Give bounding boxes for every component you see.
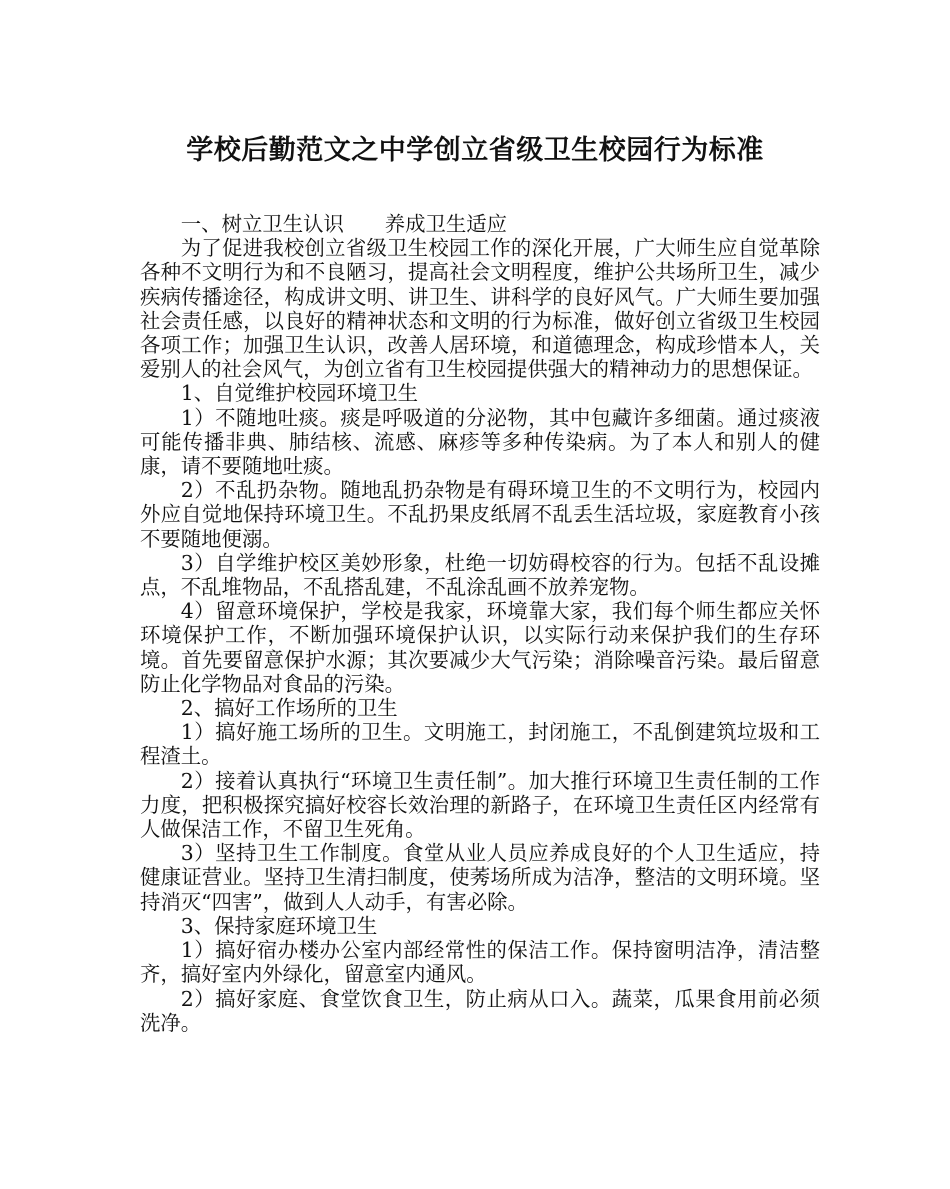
document-body — [140, 212, 820, 1035]
paragraph: 2）接着认真执行“环境卫生责任制”。加大推行环境卫生责任制的工作力度，把积极探究搞好校容长效治理的新路子，在环境卫生责任区内经常有人做保洁工作，不留卫生死角。 — [140, 768, 820, 842]
section-heading: 2、搞好工作场所的卫生 — [180, 696, 398, 721]
section-heading: 1、自觉维护校园环境卫生 — [180, 381, 419, 406]
paragraph: 2）搞好家庭、食堂饮食卫生，防止病从口入。蔬菜，瓜果食用前必须洗净。 — [140, 986, 820, 1035]
page-title: 学校后勤范文之中学创立省级卫生校园行为标准 — [186, 135, 764, 166]
paragraph: 1）搞好宿办楼办公室内部经常性的保洁工作。保持窗明洁净，清洁整齐，搞好室内外绿化，留意室内通风。 — [140, 938, 820, 987]
intro-paragraph: 为了促进我校创立省级卫生校园工作的深化开展，广大师生应自觉革除各种不文明行为和不良陋习，提高社会文明程度，维护公共场所卫生，减少疾病传播途径，构成讲文明、讲卫生、讲科学的良好风气。广大师生要加强社会责任感，以良好的精神状态和文明的行为标准，做好创立省级卫生校园各项工作；加强卫生认识，改善人居环境，和道德理念，构成珍惜本人，关爱别人的社会风气，为创立省有卫生校园提供强大的精神动力的思想保证。 — [140, 236, 820, 382]
paragraph: 3）自学维护校区美妙形象，杜绝一切妨碍校容的行为。包括不乱设摊点，不乱堆物品，不乱搭乱建，不乱涂乱画不放养宠物。 — [140, 550, 820, 600]
section-heading-main: 一、树立卫生认识 养成卫生适应 — [180, 212, 508, 236]
paragraph: 1）不随地吐痰。痰是呼吸道的分泌物，其中包藏许多细菌。通过痰液可能传播非典、肺结核、流感、麻疹等多种传染病。为了本人和别人的健康，请不要随地吐痰。 — [140, 405, 820, 479]
section-heading: 3、保持家庭环境卫生 — [180, 913, 378, 938]
paragraph: 3）坚持卫生工作制度。食堂从业人员应养成良好的个人卫生适应，持健康证营业。坚持卫生清扫制度，使莠场所成为洁净，整洁的文明环境。坚持消灭“四害”，做到人人动手，有害必除。 — [140, 841, 820, 914]
paragraph: 4）留意环境保护，学校是我家，环境靠大家，我们每个师生都应关怀环境保护工作，不断加强环境保护认识，以实际行动来保护我们的生存环境。首先要留意保护水源；其次要减少大气污染；消除噪音污染。最后留意防止化学物品对食品的污染。 — [140, 599, 820, 696]
paragraph: 1）搞好施工场所的卫生。文明施工，封闭施工，不乱倒建筑垃圾和工程渣土。 — [140, 720, 820, 769]
paragraph: 2）不乱扔杂物。随地乱扔杂物是有碍环境卫生的不文明行为，校园内外应自觉地保持环境卫生。不乱扔果皮纸屑不乱丢生活垃圾，家庭教育小孩不要随地便溺。 — [140, 478, 820, 551]
